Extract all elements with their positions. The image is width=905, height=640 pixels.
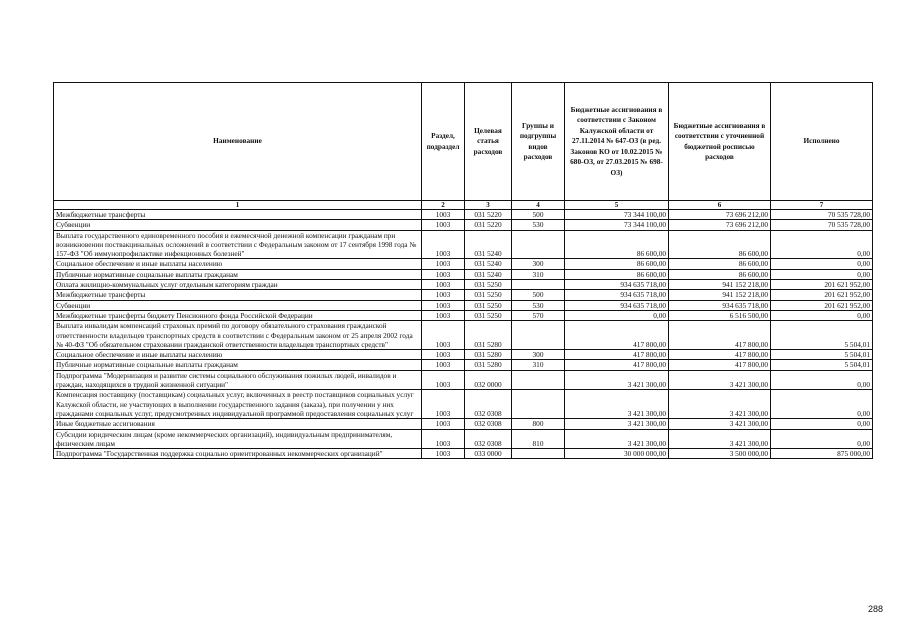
row-budget-rospis: 3 421 300,00 — [669, 370, 771, 390]
row-statya: 032 0308 — [465, 419, 512, 429]
row-ispolneno: 0,00 — [771, 269, 873, 279]
column-number: 1 — [54, 201, 422, 210]
row-ispolneno: 0,00 — [771, 419, 873, 429]
row-budget-law: 30 000 000,00 — [565, 449, 669, 459]
row-ispolneno: 70 535 728,00 — [771, 210, 873, 220]
row-name: Субсидии юридическим лицам (кроме некоммерческих организаций), индивидуальным предпринимателям, физическим лицам — [54, 429, 422, 449]
row-statya: 033 0000 — [465, 449, 512, 459]
row-budget-law: 417 800,00 — [565, 350, 669, 360]
row-razdel: 1003 — [422, 429, 465, 449]
row-budget-rospis: 417 800,00 — [669, 360, 771, 370]
table-row — [54, 390, 873, 419]
row-name: Субвенции — [54, 300, 422, 310]
table-row — [54, 360, 873, 370]
row-budget-rospis: 417 800,00 — [669, 350, 771, 360]
table-row — [54, 220, 873, 230]
row-razdel: 1003 — [422, 360, 465, 370]
row-razdel: 1003 — [422, 220, 465, 230]
table-row — [54, 210, 873, 220]
row-budget-rospis: 417 800,00 — [669, 321, 771, 350]
budget-table — [53, 82, 873, 459]
row-statya: 031 5240 — [465, 230, 512, 259]
row-name: Выплата инвалидам компенсаций страховых премий по договору обязательного страхования гражданской ответственности владельцев транспортных средств в соответствии с Федеральным законом от 25 апреля 2002 года № 40-ФЗ "Об обязательном страховании гражданской ответственности владельцев транспортных средств" — [54, 321, 422, 350]
row-statya: 031 5280 — [465, 321, 512, 350]
row-razdel: 1003 — [422, 280, 465, 290]
row-name: Социальное обеспечение и иные выплаты населению — [54, 259, 422, 269]
row-budget-law: 417 800,00 — [565, 360, 669, 370]
row-budget-law: 934 635 718,00 — [565, 280, 669, 290]
row-budget-rospis: 3 421 300,00 — [669, 419, 771, 429]
row-ispolneno: 70 535 728,00 — [771, 220, 873, 230]
row-razdel: 1003 — [422, 419, 465, 429]
table-row — [54, 350, 873, 360]
column-number: 5 — [565, 201, 669, 210]
row-budget-law: 86 600,00 — [565, 269, 669, 279]
row-budget-rospis: 86 600,00 — [669, 259, 771, 269]
column-number-row — [54, 201, 873, 210]
row-name: Субвенции — [54, 220, 422, 230]
table-row — [54, 300, 873, 310]
row-ispolneno: 0,00 — [771, 370, 873, 390]
row-name: Межбюджетные трансферты — [54, 290, 422, 300]
row-statya: 031 5280 — [465, 360, 512, 370]
row-ispolneno: 0,00 — [771, 429, 873, 449]
row-razdel: 1003 — [422, 321, 465, 350]
row-ispolneno: 0,00 — [771, 310, 873, 320]
row-razdel: 1003 — [422, 310, 465, 320]
row-budget-law: 73 344 100,00 — [565, 210, 669, 220]
row-statya: 031 5220 — [465, 210, 512, 220]
row-statya: 031 5250 — [465, 300, 512, 310]
row-name: Выплата государственного единовременного пособия и ежемесячной денежной компенсации гражданам при возникновении поствакцинальных осложнений в соответствии с Федеральным законом от 17 сентября 1998 года № 157-ФЗ "Об иммунопрофилактике инфекционных болезней" — [54, 230, 422, 259]
row-razdel: 1003 — [422, 290, 465, 300]
row-budget-rospis: 3 500 000,00 — [669, 449, 771, 459]
row-razdel: 1003 — [422, 210, 465, 220]
row-vid: 300 — [512, 350, 565, 360]
row-statya: 032 0308 — [465, 429, 512, 449]
row-budget-rospis: 3 421 300,00 — [669, 390, 771, 419]
row-budget-rospis: 73 696 212,00 — [669, 220, 771, 230]
row-name: Публичные нормативные социальные выплаты гражданам — [54, 360, 422, 370]
row-vid: 310 — [512, 360, 565, 370]
row-ispolneno: 5 504,01 — [771, 360, 873, 370]
row-vid — [512, 370, 565, 390]
row-budget-law: 3 421 300,00 — [565, 429, 669, 449]
row-budget-rospis: 6 516 500,00 — [669, 310, 771, 320]
row-statya: 031 5250 — [465, 280, 512, 290]
table-row — [54, 419, 873, 429]
table-row — [54, 290, 873, 300]
row-ispolneno: 0,00 — [771, 390, 873, 419]
row-vid: 500 — [512, 210, 565, 220]
row-ispolneno: 0,00 — [771, 259, 873, 269]
row-vid — [512, 321, 565, 350]
row-statya: 031 5240 — [465, 269, 512, 279]
header-razdel: Раздел, подраздел — [422, 83, 465, 201]
row-budget-rospis: 941 152 218,00 — [669, 280, 771, 290]
row-budget-rospis: 934 635 718,00 — [669, 300, 771, 310]
table-row — [54, 429, 873, 449]
row-ispolneno: 5 504,01 — [771, 350, 873, 360]
row-budget-rospis: 941 152 218,00 — [669, 290, 771, 300]
row-budget-law: 86 600,00 — [565, 259, 669, 269]
row-vid: 310 — [512, 269, 565, 279]
row-name: Межбюджетные трансферты — [54, 210, 422, 220]
row-vid: 570 — [512, 310, 565, 320]
row-budget-law: 417 800,00 — [565, 321, 669, 350]
row-vid — [512, 449, 565, 459]
row-name: Подпрограмма "Модернизация и развитие системы социального обслуживания пожилых людей, инвалидов и граждан, находящихся в трудной жизненной ситуации" — [54, 370, 422, 390]
row-vid: 530 — [512, 300, 565, 310]
table-row — [54, 321, 873, 350]
table-row — [54, 280, 873, 290]
row-budget-law: 73 344 100,00 — [565, 220, 669, 230]
row-razdel: 1003 — [422, 230, 465, 259]
row-vid: 800 — [512, 419, 565, 429]
row-razdel: 1003 — [422, 370, 465, 390]
row-statya: 032 0000 — [465, 370, 512, 390]
row-vid — [512, 390, 565, 419]
column-number: 2 — [422, 201, 465, 210]
row-statya: 031 5220 — [465, 220, 512, 230]
row-ispolneno: 201 621 952,00 — [771, 300, 873, 310]
row-budget-law: 3 421 300,00 — [565, 370, 669, 390]
row-statya: 032 0308 — [465, 390, 512, 419]
page-number: 288 — [867, 604, 883, 614]
row-budget-rospis: 73 696 212,00 — [669, 210, 771, 220]
row-statya: 031 5250 — [465, 290, 512, 300]
table-row — [54, 269, 873, 279]
header-budget-law: Бюджетные ассигнования в соответствии с Законом Калужской области от 27.11.2014 № 647-ОЗ (в ред. Законов КО от 10.02.2015 № 680-ОЗ, от 27.03.2015 № 698-ОЗ) — [565, 83, 669, 201]
column-number: 3 — [465, 201, 512, 210]
row-razdel: 1003 — [422, 449, 465, 459]
row-vid: 500 — [512, 290, 565, 300]
row-ispolneno: 875 000,00 — [771, 449, 873, 459]
row-budget-law: 86 600,00 — [565, 230, 669, 259]
row-budget-law: 0,00 — [565, 310, 669, 320]
row-statya: 031 5240 — [465, 259, 512, 269]
row-razdel: 1003 — [422, 259, 465, 269]
row-name: Межбюджетные трансферты бюджету Пенсионного фонда Российской Федерации — [54, 310, 422, 320]
row-budget-law: 3 421 300,00 — [565, 390, 669, 419]
row-vid: 530 — [512, 220, 565, 230]
row-razdel: 1003 — [422, 350, 465, 360]
row-name: Компенсация поставщику (поставщикам) социальных услуг, включенных в реестр поставщиков социальных услуг Калужской области, не участвующих в выполнении государственного задания (заказа), при получении у них гражданами социальных услуг, предусмотренных индивидуальной программой предоставления социальных услуг — [54, 390, 422, 419]
row-ispolneno: 201 621 952,00 — [771, 290, 873, 300]
row-razdel: 1003 — [422, 269, 465, 279]
row-budget-law: 934 635 718,00 — [565, 290, 669, 300]
column-number: 6 — [669, 201, 771, 210]
header-budget-rospis: Бюджетные ассигнования в соответствии с уточненной бюджетной росписью расходов — [669, 83, 771, 201]
header-statya: Целевая статья расходов — [465, 83, 512, 201]
row-statya: 031 5250 — [465, 310, 512, 320]
row-ispolneno: 5 504,01 — [771, 321, 873, 350]
header-vid: Группы и подгруппы видов расходов — [512, 83, 565, 201]
row-budget-law: 3 421 300,00 — [565, 419, 669, 429]
table-header-row — [54, 83, 873, 201]
row-vid: 300 — [512, 259, 565, 269]
row-budget-rospis: 3 421 300,00 — [669, 429, 771, 449]
row-name: Подпрограмма "Государственная поддержка социально ориентированных некоммерческих организаций" — [54, 449, 422, 459]
row-ispolneno: 201 621 952,00 — [771, 280, 873, 290]
row-vid — [512, 280, 565, 290]
header-name: Наименование — [54, 83, 422, 201]
header-ispolneno: Исполнено — [771, 83, 873, 201]
column-number: 7 — [771, 201, 873, 210]
row-vid — [512, 230, 565, 259]
row-ispolneno: 0,00 — [771, 230, 873, 259]
row-budget-rospis: 86 600,00 — [669, 269, 771, 279]
row-razdel: 1003 — [422, 300, 465, 310]
row-name: Иные бюджетные ассигнования — [54, 419, 422, 429]
table-row — [54, 259, 873, 269]
row-budget-rospis: 86 600,00 — [669, 230, 771, 259]
table-row — [54, 370, 873, 390]
row-name: Социальное обеспечение и иные выплаты населению — [54, 350, 422, 360]
row-budget-law: 934 635 718,00 — [565, 300, 669, 310]
column-number: 4 — [512, 201, 565, 210]
table-row — [54, 230, 873, 259]
row-name: Публичные нормативные социальные выплаты гражданам — [54, 269, 422, 279]
table-row — [54, 449, 873, 459]
row-name: Оплата жилищно-коммунальных услуг отдельным категориям граждан — [54, 280, 422, 290]
row-vid: 810 — [512, 429, 565, 449]
row-statya: 031 5280 — [465, 350, 512, 360]
row-razdel: 1003 — [422, 390, 465, 419]
table-row — [54, 310, 873, 320]
